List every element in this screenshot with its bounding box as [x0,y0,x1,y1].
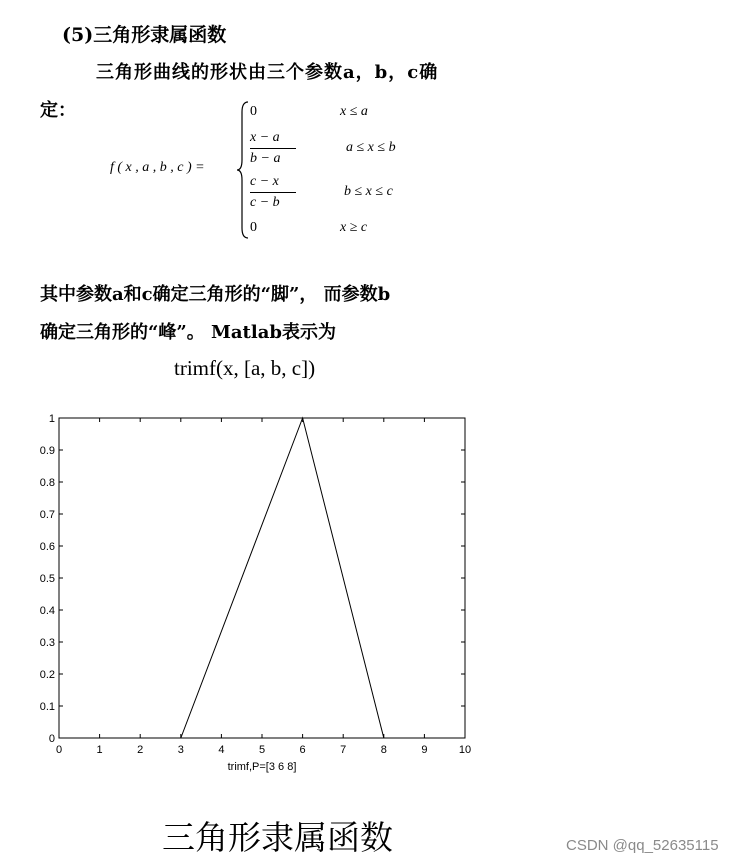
x-tick-label: 7 [340,744,347,756]
description-line1: 其中参数a和c确定三角形的“脚”， 而参数b [40,284,391,305]
x-tick-label: 4 [218,744,225,756]
x-tick-label: 8 [380,744,387,756]
y-tick-label: 0.3 [39,637,55,649]
section-heading: (5)三角形隶属函数 [62,24,227,46]
x-tick-label: 6 [299,744,306,756]
matlab-expression: trimf(x, [a, b, c]) [174,356,316,380]
y-tick-label: 0.5 [39,573,55,585]
intro-text-line1: 三角形曲线的形状由三个参数a，b，c确 [96,62,439,83]
plot-area-frame [59,418,465,738]
y-tick-label: 0.1 [39,701,55,713]
x-tick-label: 0 [55,744,63,756]
case2-condition: a ≤ x ≤ b [346,140,396,155]
x-tick-label: 3 [177,744,184,756]
case3-denominator: c − b [250,195,280,210]
y-tick-label: 0.8 [39,477,55,489]
formula-lhs: f ( x , a , b , c ) = [110,160,205,175]
x-axis-label: trimf,P=[3 6 8] [227,761,297,773]
left-brace-icon [236,100,250,240]
big-title: 三角形隶属函数 [162,818,393,857]
case3-numerator: c − x [250,174,279,189]
case1-value: 0 [250,104,257,119]
case2-numerator: x − a [250,130,280,145]
piecewise-formula [108,100,448,245]
watermark: CSDN @qq_52635115 [566,837,719,854]
case2-denominator: b − a [250,151,281,166]
case3-fraction [250,174,296,211]
x-tick-label: 5 [258,744,266,756]
y-tick-label: 0.2 [39,669,55,681]
case4-value: 0 [250,220,257,235]
y-tick-label: 0.9 [39,445,55,457]
x-tick-label: 10 [458,744,472,756]
y-tick-label: 0.4 [39,605,55,617]
y-tick-label: 0.7 [39,509,55,521]
description-line2: 确定三角形的“峰”。 Matlab表示为 [40,322,336,343]
case4-condition: x ≥ c [340,220,368,235]
case2-fraction [250,130,296,167]
fraction-bar [250,192,296,193]
trimf-plot [0,400,752,780]
x-tick-label: 9 [421,744,428,756]
x-tick-label: 1 [96,744,103,756]
y-tick-label: 0 [48,733,55,745]
y-tick-label: 1 [48,413,55,425]
intro-text-line2: 定： [40,100,76,121]
y-tick-label: 0.6 [39,541,55,553]
case3-condition: b ≤ x ≤ c [344,184,393,199]
x-tick-label: 2 [137,744,144,756]
case1-condition: x ≤ a [340,104,368,119]
fraction-bar [250,148,296,149]
